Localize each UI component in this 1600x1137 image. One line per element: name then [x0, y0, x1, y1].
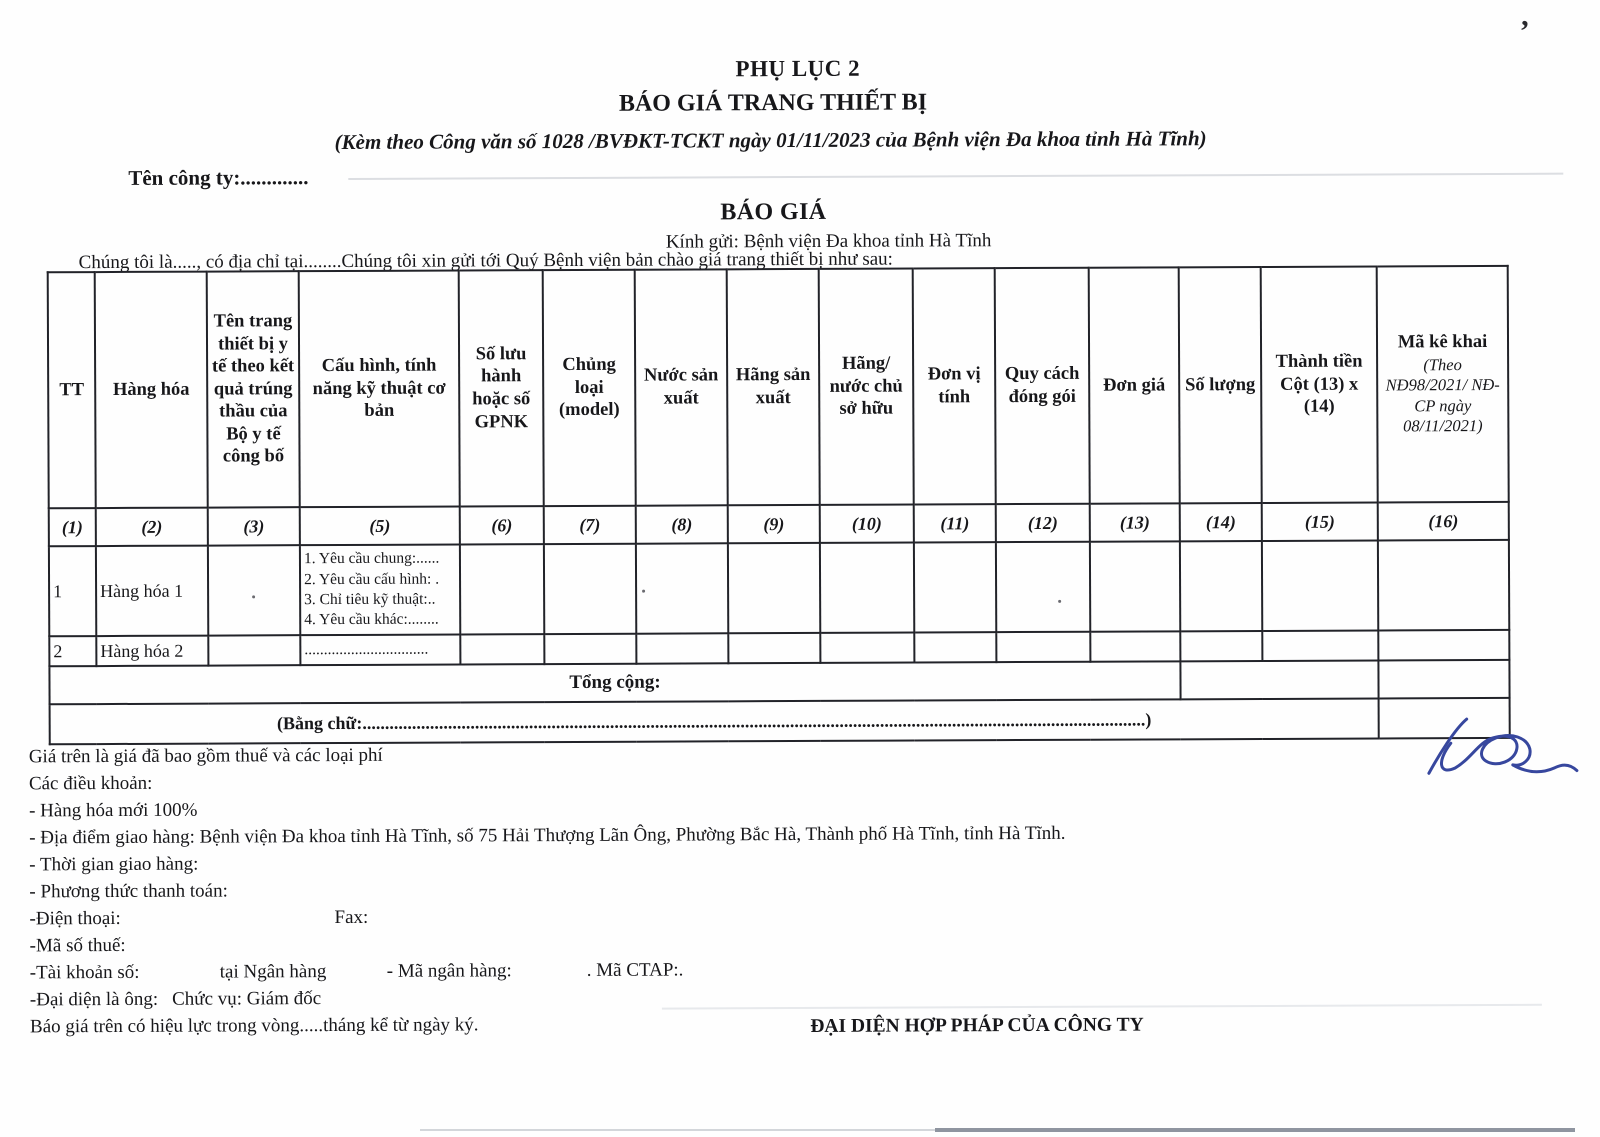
empty-cell [1180, 631, 1262, 661]
spec-line: 4. Yêu cầu khác:........ [304, 611, 439, 629]
table-row [49, 540, 1509, 636]
empty-cell [1262, 540, 1378, 631]
empty-cell [460, 634, 544, 664]
ma-ke-khai-note: (Theo NĐ98/2021/ NĐ-CP ngày 08/11/2021) [1385, 354, 1500, 436]
phone-label: -Điện thoại: [29, 907, 121, 930]
ma-ke-khai-label: Mã kê khai [1397, 331, 1488, 353]
empty-cell [820, 543, 914, 633]
empty-cell [1090, 541, 1180, 631]
quotation-table [47, 265, 1511, 745]
col-number: (12) [996, 504, 1090, 542]
spec-line: 3. Chỉ tiêu kỹ thuật:.. [304, 590, 436, 609]
company-name-line: Tên công ty:............. [128, 165, 309, 190]
col-number: (6) [460, 506, 544, 544]
column-number-row [49, 502, 1509, 546]
appendix-title: PHỤ LỤC 2 [735, 55, 861, 82]
term-tax-code: -Mã số thuế: [29, 934, 126, 957]
bank-label: tại Ngân hàng [219, 961, 327, 983]
scan-speck [642, 590, 645, 593]
empty-cell [460, 544, 544, 634]
col-header-don-vi-tinh: Đơn vị tính [913, 268, 996, 504]
quote-title: BÁO GIÁ [720, 198, 827, 226]
term-delivery-place: - Địa điểm giao hàng: Bệnh viện Đa khoa tỉnh Hà Tĩnh, số 75 Hải Thượng Lãn Ông, Phường Bắc Hà, Thành phố Hà Tĩnh, tỉnh Hà Tĩnh. [29, 822, 1066, 849]
term-validity: Báo giá trên có hiệu lực trong vòng.....tháng kể từ ngày ký. [29, 1014, 479, 1038]
col-header-nuoc-san-xuat: Nước sản xuất [635, 269, 728, 505]
col-header-cau-hinh: Cấu hình, tính năng kỹ thuật cơ bản [299, 270, 460, 507]
col-header-ten-trang-thiet-bi: Tên trang thiết bị y tế theo kết quả trúng thầu của Bộ y tế công bố [207, 271, 300, 507]
scan-artifact-line [348, 173, 1563, 180]
col-header-chung-loai: Chủng loại (model) [543, 270, 636, 506]
term-new-goods: - Hàng hóa mới 100% [29, 799, 198, 822]
attachment-note: (Kèm theo Công văn số 1028 /BVĐKT-TCKT ngày 01/11/2023 của Bệnh viện Đa khoa tỉnh Hà Tĩnh) [334, 126, 1207, 155]
header-row [48, 266, 1509, 508]
col-header-so-luu-hanh: Số lưu hành hoặc số GPNK [459, 270, 544, 506]
empty-cell [1378, 540, 1509, 631]
ctap-label: . Mã CTAP:. [586, 959, 684, 981]
term-delivery-time: - Thời gian giao hàng: [29, 853, 199, 876]
row-specs [300, 634, 460, 665]
empty-cell [728, 633, 820, 663]
spec-line: 1. Yêu cầu chung:...... [303, 549, 440, 568]
spec-line: ................................ [304, 640, 429, 658]
empty-cell [544, 544, 636, 634]
col-number: (15) [1262, 502, 1378, 541]
col-header-hang-san-xuat: Hãng sản xuất [727, 269, 820, 505]
empty-cell [820, 633, 914, 663]
empty-cell [1090, 631, 1180, 661]
col-header-ma-ke-khai [1377, 266, 1509, 503]
representative-label: -Đại diện là ông: [29, 988, 159, 1011]
empty-cell [1378, 660, 1509, 699]
amount-in-words-label: (Bằng chữ:..............................................................................................................................................................................) [50, 698, 1379, 744]
col-number: (1) [49, 508, 96, 546]
terms-label: Các điều khoản: [28, 772, 153, 795]
scan-mark: ’ [1519, 14, 1530, 48]
col-number: (16) [1378, 502, 1509, 541]
terms-block [29, 737, 1570, 1041]
empty-cell [636, 633, 728, 663]
row-tt: 1 [49, 546, 96, 636]
page-edge-shadow [935, 1128, 1575, 1132]
col-header-so-luong: Số lượng [1179, 267, 1262, 503]
empty-cell [544, 634, 636, 664]
row-goods-name: Hàng hóa 1 [96, 546, 208, 636]
term-payment-method: - Phương thức thanh toán: [29, 880, 228, 903]
legal-representative-title: ĐẠI DIỆN HỢP PHÁP CỦA CÔNG TY [810, 1014, 1144, 1037]
fax-label: Fax: [334, 906, 369, 929]
scan-speck [1058, 600, 1061, 603]
empty-cell [996, 542, 1090, 632]
empty-cell [636, 543, 728, 633]
col-header-quy-cach-dong-goi: Quy cách đóng gói [995, 268, 1090, 504]
col-number: (7) [544, 506, 636, 544]
empty-cell [996, 632, 1090, 662]
col-header-don-gia: Đơn giá [1089, 267, 1180, 503]
col-number: (13) [1090, 503, 1180, 541]
col-number: (14) [1180, 503, 1262, 541]
col-number: (10) [820, 505, 914, 543]
empty-cell [1262, 630, 1378, 661]
col-header-hang-nuoc-chu-so-huu: Hãng/ nước chủ sở hữu [819, 269, 914, 505]
bank-code-label: - Mã ngân hàng: [386, 960, 512, 982]
row-tt: 2 [49, 636, 96, 666]
price-note: Giá trên là giá đã bao gồm thuế và các loại phí [28, 744, 383, 768]
empty-cell [208, 635, 300, 665]
col-number: (11) [914, 504, 996, 542]
recipient-line: Kính gửi: Bệnh viện Đa khoa tỉnh Hà Tĩnh [665, 230, 992, 253]
document-title: BÁO GIÁ TRANG THIẾT BỊ [618, 89, 928, 117]
empty-cell [1378, 630, 1509, 661]
row-specs [300, 544, 460, 635]
col-number: (2) [96, 508, 208, 546]
page-edge-shadow [420, 1129, 940, 1131]
empty-cell [914, 632, 996, 662]
account-label: -Tài khoản số: [29, 961, 140, 984]
total-row [49, 660, 1509, 704]
col-number: (9) [728, 505, 820, 543]
spec-line: 2. Yêu cầu cấu hình: . [304, 570, 440, 588]
empty-cell [728, 543, 820, 633]
row-goods-name: Hàng hóa 2 [96, 636, 208, 666]
col-number: (5) [300, 506, 460, 545]
col-number: (8) [636, 505, 728, 543]
total-amount-cell [1180, 660, 1378, 699]
intro-line: Chúng tôi là....., có địa chỉ tại........Chúng tôi xin gửi tới Quý Bệnh viện bản chào giá trang thiết bị như sau: [78, 248, 893, 274]
empty-cell [1180, 541, 1262, 631]
empty-cell [914, 542, 996, 632]
col-header-hang-hoa: Hàng hóa [95, 272, 208, 508]
col-number: (3) [208, 507, 300, 545]
col-header-thanh-tien: Thành tiền Cột (13) x (14) [1261, 266, 1378, 503]
position-label: Chức vụ: Giám đốc [172, 988, 322, 1010]
scan-speck [252, 595, 255, 598]
empty-cell [208, 545, 300, 635]
col-header-tt: TT [48, 272, 96, 508]
total-label: Tổng cộng: [49, 661, 1180, 704]
